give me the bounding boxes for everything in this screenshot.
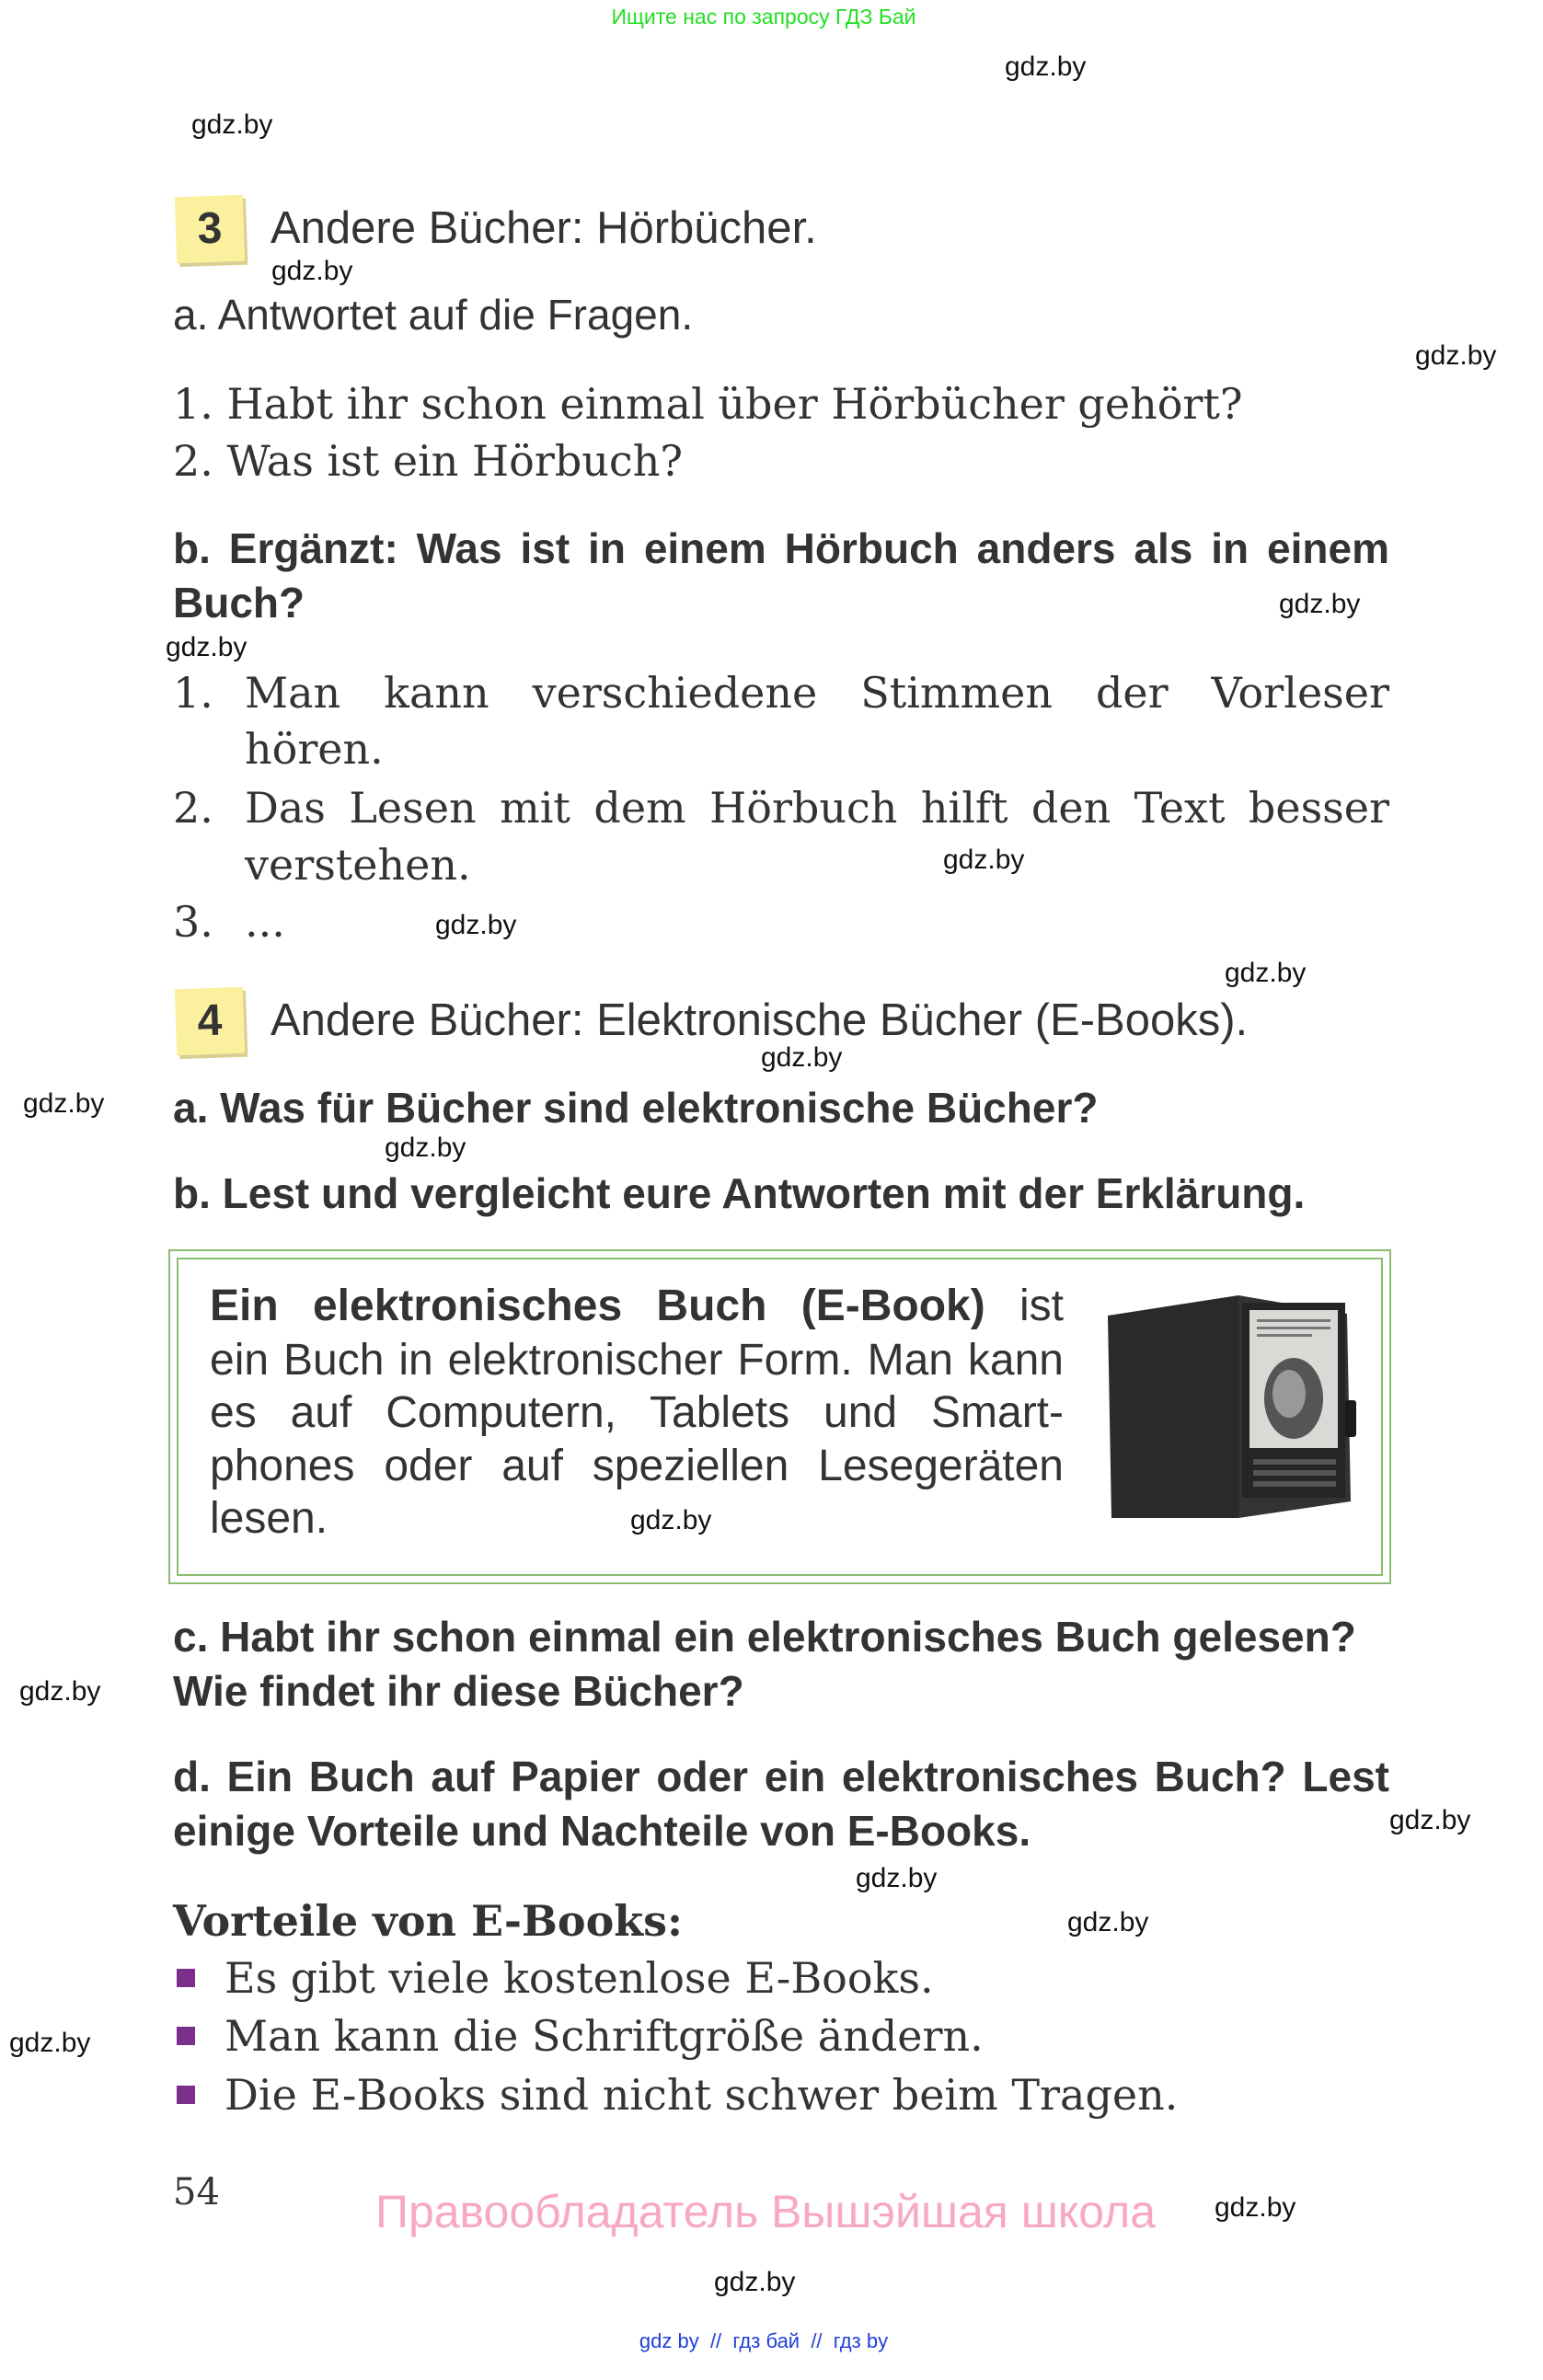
bullet-icon [177,2027,195,2045]
bullet-icon [177,2086,195,2104]
watermark: gdz.by [630,1505,712,1535]
answer-number: 2. [173,783,213,833]
watermark: gdz.by [943,845,1025,875]
watermark: gdz.by [1225,958,1307,988]
watermark: gdz.by [23,1088,105,1119]
search-hint: Ищите нас по запросу ГДЗ Бай [611,5,916,29]
watermark: gdz.by [1389,1805,1471,1835]
instruction-d: d. Ein Buch auf Papier oder ein elektronisches Buch? Lest [173,1753,1389,1800]
watermark: gdz.by [714,2267,796,2297]
watermark: gdz.by [166,632,248,662]
answer-2-cont: verstehen. [245,840,471,890]
watermark: gdz.by [271,256,353,286]
watermark: gdz.by [385,1133,466,1163]
definition-line: lesen. [210,1494,328,1543]
watermark: gdz.by [1005,52,1087,82]
answer-2: Das Lesen mit dem Hörbuch hilft den Text besser [245,783,1389,833]
watermark: gdz.by [856,1863,938,1893]
instruction-b-cont: Buch? [173,579,305,627]
copyright-notice: Правообладатель Вышэйшая школа [375,2186,1156,2237]
watermark: gdz.by [191,109,273,140]
instruction-b: b. Ergänzt: Was ist in einem Hörbuch anders als in einem [173,524,1389,572]
watermark: gdz.by [1279,589,1361,619]
bullet-icon [177,1969,195,1987]
advantage-item: Die E-Books sind nicht schwer beim Tragen. [225,2070,1179,2120]
task-title: Andere Bücher: Elektronische Bücher (E-Books). [271,995,1249,1045]
definition-term: Ein elektronisches Buch (E-Book) [210,1282,985,1330]
answer-3: ... [245,897,285,947]
task-title: Andere Bücher: Hörbücher. [271,203,817,253]
instruction-b: b. Lest und vergleicht eure Antworten mit der Erklärung. [173,1169,1306,1217]
task-number-badge: 4 [175,987,245,1056]
instruction-c-cont: Wie findet ihr diese Bücher? [173,1667,744,1715]
watermark: gdz.by [1415,340,1497,371]
answer-number: 3. [173,897,213,947]
watermark: gdz.by [19,1676,101,1707]
advantages-heading: Vorteile von E-Books: [173,1896,683,1946]
instruction-c: c. Habt ihr schon einmal ein elektronisches Buch gelesen? [173,1613,1356,1661]
watermark: gdz.by [1067,1907,1149,1937]
watermark: gdz.by [9,2028,91,2058]
answer-1-cont: hören. [245,724,384,774]
advantage-item: Es gibt viele kostenlose E-Books. [225,1953,934,2003]
instruction-d-cont: einige Vorteile und Nachteile von E-Books. [173,1807,1031,1855]
question-1: 1. Habt ihr schon einmal über Hörbücher gehört? [173,379,1243,429]
definition-line: ein Buch in elektronischer Form. Man kann [210,1336,1064,1385]
watermark: gdz.by [761,1042,843,1073]
watermark: gdz.by [435,910,517,940]
instruction-a: a. Antwortet auf die Fragen. [173,291,694,339]
definition-line: es auf Computern, Tablets und Smart- [210,1388,1064,1437]
definition-line [210,1280,1064,1333]
advantage-item: Man kann die Schriftgröße ändern. [225,2011,984,2061]
question-2: 2. Was ist ein Hörbuch? [173,436,683,486]
watermark: gdz.by [1215,2192,1296,2223]
definition-text: ist [1019,1282,1064,1330]
ebook-reader-image [1100,1288,1360,1523]
task-number-badge: 3 [175,195,245,264]
page-number: 54 [173,2171,220,2213]
answer-1: Man kann verschiedene Stimmen der Vorleser [245,668,1389,718]
footer-links[interactable]: gdz by // гдз бай // гдз by [639,2329,889,2352]
answer-number: 1. [173,668,213,718]
definition-line: phones oder auf speziellen Lesegeräten [210,1442,1064,1490]
instruction-a: a. Was für Bücher sind elektronische Bücher? [173,1084,1099,1132]
